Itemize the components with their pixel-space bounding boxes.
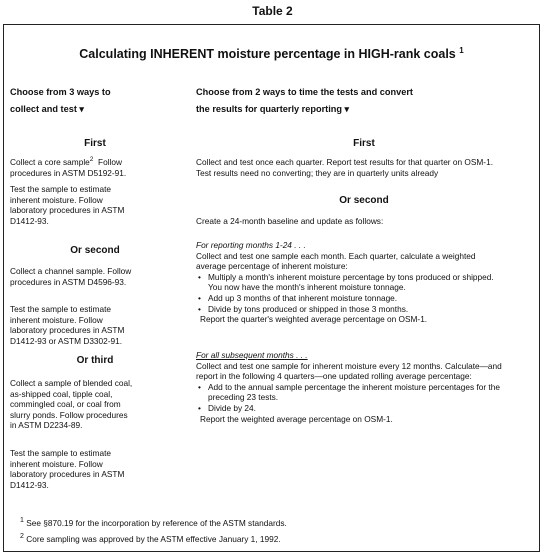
left-first-collect: Collect a core sample$^2$ Follow procedures in ASTM D5192-91. xyxy=(10,156,127,178)
bullet-item: • Add to the annual sample percentage the inherent moisture percentages for the preceding 23 tests. xyxy=(196,382,534,403)
left-first-test: Test the sample to estimate inherent moisture. Follow laboratory procedures in ASTM D1412-93. xyxy=(10,184,125,226)
subsequent-months-heading: For all subsequent months . . . xyxy=(196,350,308,360)
left-heading xyxy=(10,84,111,118)
subsequent-months-closing: Report the weighted average percentage on OSM-1. xyxy=(200,413,393,424)
page-title xyxy=(3,47,540,61)
left-heading-line: collect and test ▾ xyxy=(10,104,85,114)
left-first-label: First xyxy=(84,138,106,149)
right-second-label: Or second xyxy=(339,195,389,206)
bullet-item: • Add up 3 months of that inherent moisture tonnage. xyxy=(196,293,534,304)
table-label: Table 2 xyxy=(252,4,293,18)
right-heading-line: Choose from 2 ways to time the tests and convert xyxy=(196,87,413,97)
title-text: Calculating INHERENT moisture percentage in HIGH-rank coals xyxy=(79,47,456,61)
footnote-2: $^2$ Core sampling was approved by the ASTM effective January 1, 1992. xyxy=(20,533,281,544)
left-third-test: Test the sample to estimate inherent moisture. Follow laboratory procedures in ASTM D1412-93. xyxy=(10,448,125,490)
footnote-mark: 2 xyxy=(20,533,24,541)
left-third-label: Or third xyxy=(76,355,114,366)
left-third-collect: Collect a sample of blended coal, as-shipped coal, tipple coal, commingled coal, or coal from slurry ponds. Follow procedures in ASTM D2234-89. xyxy=(10,378,133,431)
bullet-item: • Divide by tons produced or shipped in those 3 months. xyxy=(196,304,534,315)
core-sample-footnote-mark: 2 xyxy=(89,156,94,164)
right-first-text: Collect and test once each quarter. Report test results for that quarter on OSM-1. Test results need no converting; they are in quarterly units already xyxy=(196,157,493,178)
bullet-item: • Multiply a month's inherent moisture percentage by tons produced or shipped. You now have the month's inherent moisture tonnage. xyxy=(196,272,534,293)
right-first-label: First xyxy=(353,138,375,149)
footnote-1: $^1$ See §870.19 for the incorporation by reference of the ASTM standards. xyxy=(20,517,287,528)
right-heading-line: the results for quarterly reporting ▾ xyxy=(196,104,350,114)
months-1-24-closing: Report the quarter's weighted average percentage on OSM-1. xyxy=(200,314,428,325)
title-footnote-mark: 1 xyxy=(459,45,464,55)
left-second-collect: Collect a channel sample. Follow procedures in ASTM D4596-93. xyxy=(10,266,132,287)
bullet-item: • Divide by 24. xyxy=(196,403,534,414)
months-1-24-heading: For reporting months 1-24 . . . xyxy=(196,240,306,250)
left-heading-line: Choose from 3 ways to xyxy=(10,87,111,97)
subsequent-months-block: For all subsequent months . . . Collect and test one sample for inherent moisture every 12 months. Calculate—and report in the following 4 quarters—one updated rolling average percentage: • Add to the annual sample percentage the inherent moisture percentages for the preceding 23 tests. • Divide by 24. Report the weighted average percentage on OSM-1. xyxy=(196,350,534,424)
right-second-intro: Create a 24-month baseline and update as follows: xyxy=(196,216,384,226)
months-1-24-block: For reporting months 1-24 . . . Collect and test one sample each month. Each quarter, calculate a weighted average percentage of inherent moisture: • Multiply a month's inherent moisture percentage by tons produced or shipped. You now have the month's inherent moisture tonnage. • Add up 3 months of that inherent moisture tonnage. • Divide by tons produced or shipped in those 3 months. Report the quarter's weighted average percentage on OSM-1. xyxy=(196,240,534,325)
right-heading xyxy=(196,84,413,118)
left-second-label: Or second xyxy=(70,245,120,256)
footnote-mark: 1 xyxy=(20,517,24,525)
left-second-test: Test the sample to estimate inherent moisture. Follow laboratory procedures in ASTM D1412-93 or ASTM D3302-91. xyxy=(10,304,125,346)
